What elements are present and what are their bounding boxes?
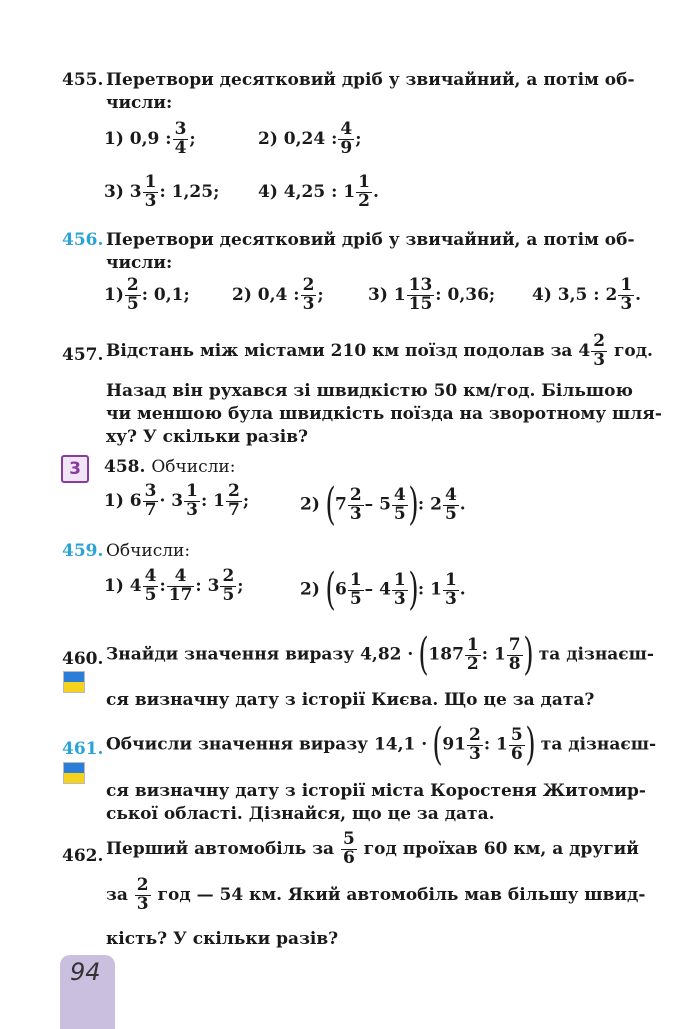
problem-text: Знайди значення виразу 4,82 · (187 $\frac{1}{2}$ : 1 $\frac{7}{8}$ ) та дізнаєш- [106,629,654,680]
exercise-item: 4) 3,5 : 2 $\frac{1}{3}$ . [532,275,642,314]
exercise-item: 1) 4 $\frac{4}{5}$ : $\frac{4}{17}$ : 3 $\frac{2}{5}$ ; [104,566,244,605]
problem-text: ся визначну дату з історії Києва. Що це за дата? [106,690,595,710]
problem-number: 460. [62,649,104,669]
problem-text: Обчисли значення виразу 14,1 · (91 $\frac{2}{3}$ : 1 $\frac{5}{6}$ ) та дізнаєш- [106,719,657,770]
exercise-item: 1) 0,9 : $\frac{3}{4}$ ; [104,119,196,158]
level-badge: 3 [61,455,89,483]
problem-text: за $\frac{2}{3}$ год — 54 км. Який автомобіль мав більшу швид- [106,875,646,914]
problem-text: ху? У скільки разів? [106,427,309,447]
ukraine-flag-icon [63,671,85,693]
exercise-item: 2) (7 $\frac{2}{3}$ – 5 $\frac{4}{5}$ ): 2 $\frac{4}{5}$ . [300,479,466,530]
exercise-item: 3) 1 $\frac{13}{15}$ : 0,36; [368,275,496,314]
problem-heading: 458. Обчисли: [104,457,236,477]
exercise-item: 2) 0,4 : $\frac{2}{3}$ ; [232,275,324,314]
problem-text: числи: [106,253,173,273]
problem-number: 455. [62,70,104,90]
exercise-item: 2) 0,24 : $\frac{4}{9}$ ; [258,119,362,158]
problem-text: Перетвори десятковий дріб у звичайний, а потім об- [106,230,635,250]
problem-number: 459. [62,541,104,561]
problem-text: числи: [106,93,173,113]
problem-text: Перший автомобіль за $\frac{5}{6}$ год проїхав 60 км, а другий [106,829,639,868]
exercise-item: 2) (6 $\frac{1}{5}$ – 4 $\frac{1}{3}$ ): 1 $\frac{1}{3}$ . [300,564,466,615]
ukraine-flag-icon [63,762,85,784]
problem-number: 462. [62,846,104,866]
problem-text: чи меншою була швидкість поїзда на зворотному шля- [106,404,662,424]
problem-heading: Обчисли: [106,541,191,561]
problem-text: Відстань між містами 210 км поїзд подолав за 4 $\frac{2}{3}$ год. [106,331,653,370]
problem-text: ської області. Дізнайся, що це за дата. [106,804,495,824]
problem-text: Перетвори десятковий дріб у звичайний, а потім об- [106,70,635,90]
problem-number: 456. [62,230,104,250]
problem-text: Назад він рухався зі швидкістю 50 км/год. Більшою [106,381,633,401]
exercise-item: 1) 6 $\frac{3}{7}$ · 3 $\frac{1}{3}$ : 1 $\frac{2}{7}$ ; [104,481,250,520]
problem-number: 457. [62,345,104,365]
problem-number: 461. [62,739,104,759]
problem-text: кість? У скільки разів? [106,929,339,949]
exercise-item: 1) $\frac{2}{5}$ : 0,1; [104,275,190,314]
exercise-item: 4) 4,25 : 1 $\frac{1}{2}$ . [258,172,379,211]
exercise-item: 3) 3 $\frac{1}{3}$ : 1,25; [104,172,220,211]
page-number: 94 [70,958,101,986]
problem-text: ся визначну дату з історії міста Коростеня Житомир- [106,781,646,801]
